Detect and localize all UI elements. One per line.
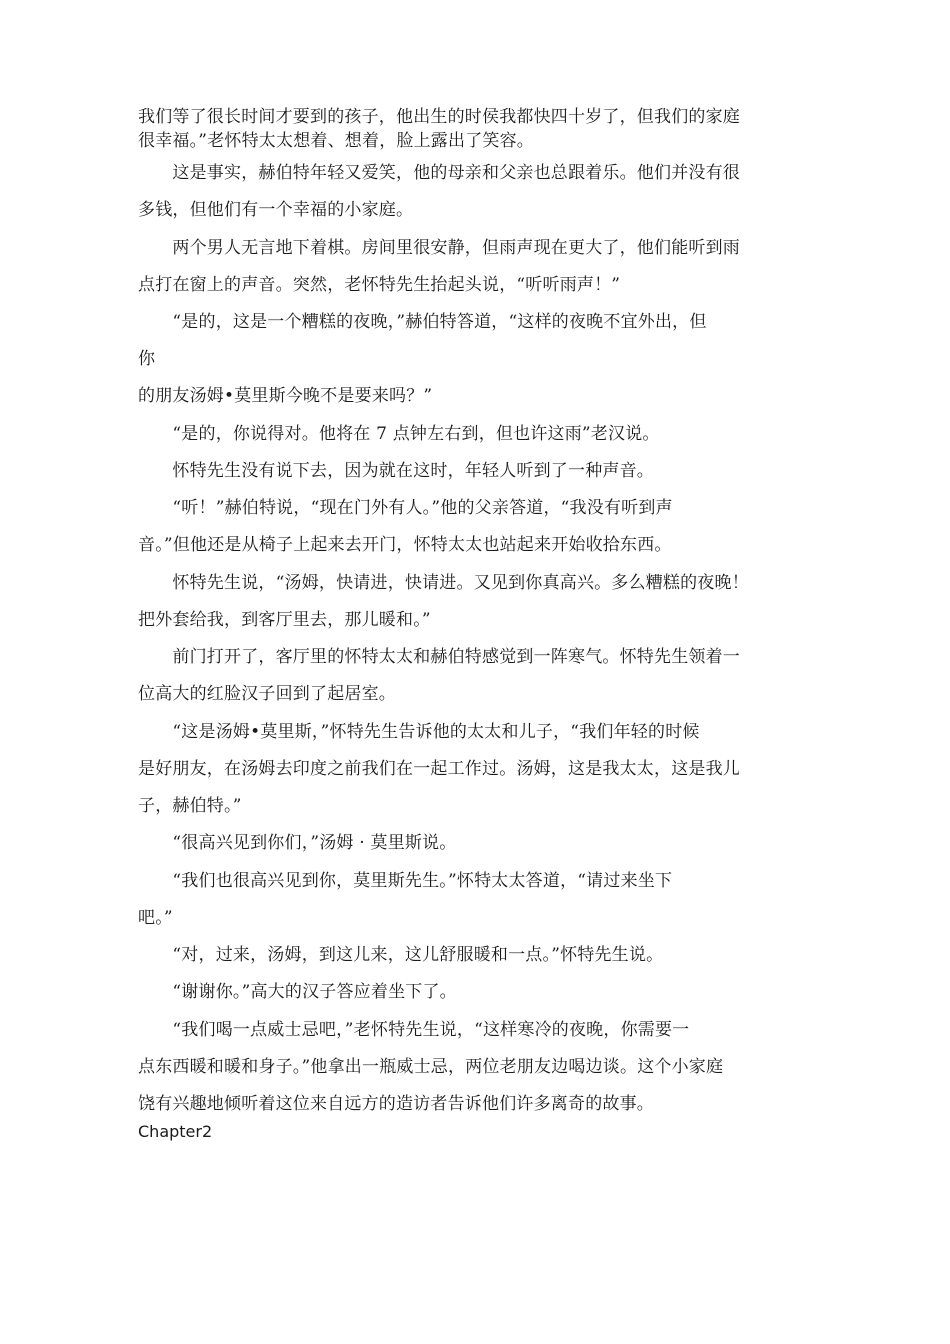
text-line: 音。”但他还是从椅子上起来去开门，怀特太太也站起来开始收拾东西。	[138, 535, 672, 555]
text-line: “对，过来，汤姆，到这儿来，这儿舒服暖和一点。”怀特先生说。	[138, 945, 664, 965]
text-line: 的朋友汤姆•莫里斯今晚不是要来吗？”	[138, 386, 433, 406]
text-line: “我们喝一点威士忌吧，”老怀特先生说，“这样寒冷的夜晚，你需要一	[138, 1020, 690, 1040]
text-line: 这是事实，赫伯特年轻又爱笑，他的母亲和父亲也总跟着乐。他们并没有很	[138, 163, 740, 183]
text-line: 是好朋友，在汤姆去印度之前我们在一起工作过。汤姆，这是我太太，这是我儿	[138, 759, 740, 779]
text-line: “听！”赫伯特说，“现在门外有人。”他的父亲答道，“我没有听到声	[138, 498, 673, 518]
text-line: 点东西暖和暖和身子。”他拿出一瓶威士忌，两位老朋友边喝边谈。这个小家庭	[138, 1057, 724, 1077]
text-line: 点打在窗上的声音。突然，老怀特先生抬起头说，“听听雨声！”	[138, 275, 621, 295]
text-line: “这是汤姆•莫里斯，”怀特先生告诉他的太太和儿子，“我们年轻的时候	[138, 722, 700, 742]
text-line: 吧。”	[138, 908, 173, 928]
text-line: “是的，这是一个糟糕的夜晚，”赫伯特答道，“这样的夜晚不宜外出，但	[138, 312, 707, 332]
text-line: 两个男人无言地下着棋。房间里很安静，但雨声现在更大了，他们能听到雨	[138, 238, 740, 258]
text-line: 很幸福。”老怀特太太想着、想着，脸上露出了笑容。	[138, 131, 534, 151]
text-line: 子，赫伯特。”	[138, 796, 242, 816]
text-line: 怀特先生没有说下去，因为就在这时，年轻人听到了一种声音。	[138, 461, 654, 481]
text-line: 前门打开了，客厅里的怀特太太和赫伯特感觉到一阵寒气。怀特先生领着一	[138, 647, 740, 667]
text-line: “很高兴见到你们，”汤姆 · 莫里斯说。	[138, 833, 457, 853]
text-line: 你	[138, 349, 156, 369]
chapter-heading: Chapter2	[138, 1122, 213, 1141]
text-line: “是的，你说得对。他将在 7 点钟左右到，但也许这雨”老汉说。	[138, 424, 660, 444]
text-line: 位高大的红脸汉子回到了起居室。	[138, 684, 396, 704]
text-line: 我们等了很长时间才要到的孩子，他出生的时侯我都快四十岁了，但我们的家庭	[138, 107, 740, 127]
text-line: 饶有兴趣地倾听着这位来自远方的造访者告诉他们许多离奇的故事。	[138, 1094, 654, 1114]
text-line: “谢谢你。”高大的汉子答应着坐下了。	[138, 982, 457, 1002]
text-line: “我们也很高兴见到你，莫里斯先生。”怀特太太答道，“请过来坐下	[138, 871, 673, 891]
text-line: 多钱，但他们有一个幸福的小家庭。	[138, 200, 414, 220]
text-line: 把外套给我，到客厅里去，那儿暖和。”	[138, 610, 431, 630]
text-line: 怀特先生说，“汤姆，快请进，快请进。又见到你真高兴。多么糟糕的夜晚！	[138, 573, 749, 593]
